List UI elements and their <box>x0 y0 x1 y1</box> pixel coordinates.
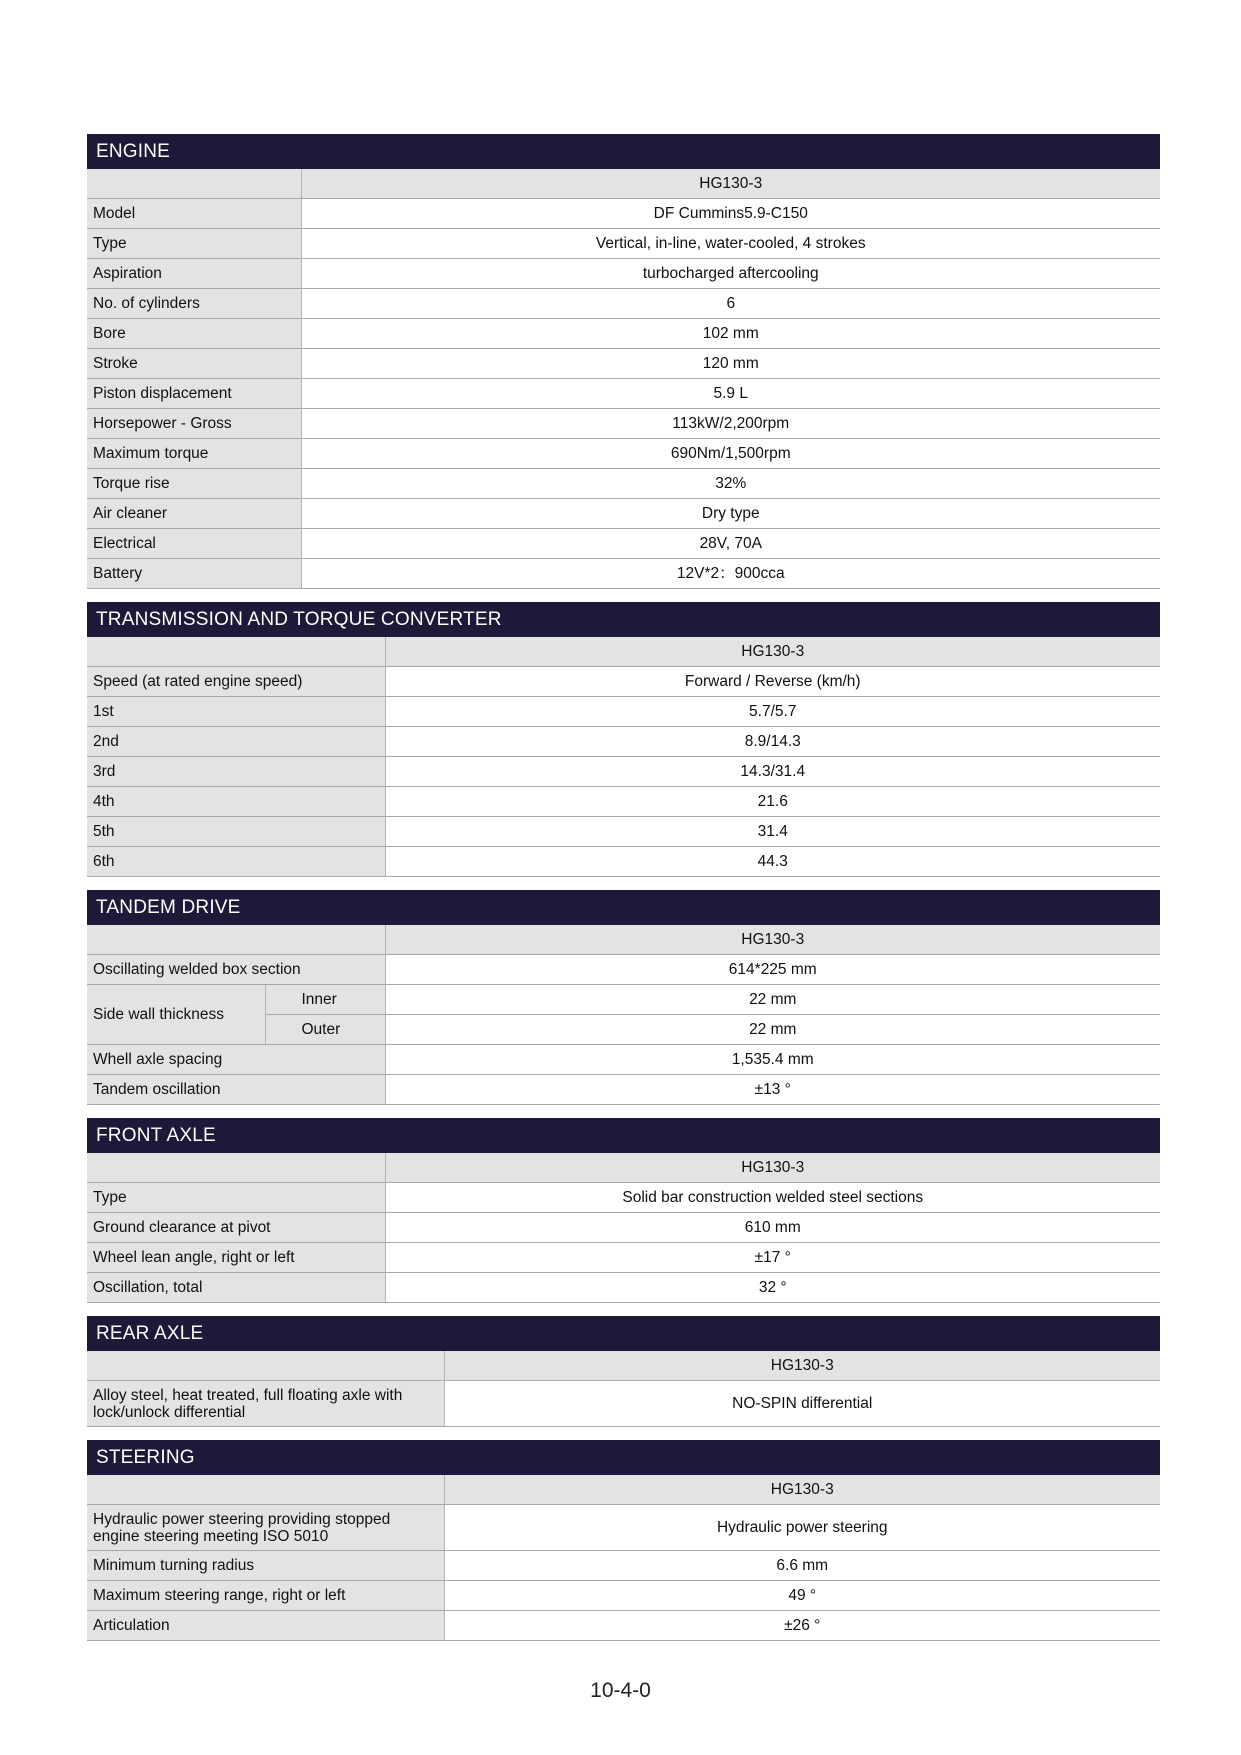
spec-sublabel: Outer <box>265 1015 385 1045</box>
header-blank-cell <box>87 1351 444 1381</box>
spec-row <box>87 289 1160 319</box>
spec-value: turbocharged aftercooling <box>301 259 1160 289</box>
spec-label: Wheel lean angle, right or left <box>87 1243 385 1273</box>
spec-label: Hydraulic power steering providing stopped engine steering meeting ISO 5010 <box>87 1505 444 1551</box>
spec-label: Electrical <box>87 529 301 559</box>
spec-row <box>87 727 1160 757</box>
spec-label: Oscillating welded box section <box>87 955 385 985</box>
model-header-row <box>87 1153 1160 1183</box>
spec-row <box>87 847 1160 877</box>
spec-row <box>87 1581 1160 1611</box>
spec-label: Oscillation, total <box>87 1273 385 1303</box>
spec-label: 5th <box>87 817 385 847</box>
transmission-section <box>87 602 1160 877</box>
spec-label: Speed (at rated engine speed) <box>87 667 385 697</box>
spec-row <box>87 1183 1160 1213</box>
front-axle-section <box>87 1118 1160 1303</box>
rear-axle-section <box>87 1316 1160 1427</box>
spec-label: Type <box>87 229 301 259</box>
spec-label: 1st <box>87 697 385 727</box>
spec-row <box>87 1505 1160 1551</box>
spec-label: Articulation <box>87 1611 444 1641</box>
header-blank-cell <box>87 1153 385 1183</box>
spec-label: Stroke <box>87 349 301 379</box>
model-name: HG130-3 <box>385 637 1160 667</box>
spec-label: 4th <box>87 787 385 817</box>
spec-row <box>87 1611 1160 1641</box>
spec-value: 5.9 L <box>301 379 1160 409</box>
spec-document <box>87 134 1160 1654</box>
spec-label: Torque rise <box>87 469 301 499</box>
model-name: HG130-3 <box>385 925 1160 955</box>
spec-row <box>87 439 1160 469</box>
steering-table <box>87 1475 1160 1641</box>
spec-row <box>87 319 1160 349</box>
spec-value: 6 <box>301 289 1160 319</box>
spec-row <box>87 697 1160 727</box>
spec-row <box>87 229 1160 259</box>
header-blank-cell <box>87 637 385 667</box>
spec-row <box>87 379 1160 409</box>
spec-row <box>87 1551 1160 1581</box>
spec-value: 690Nm/1,500rpm <box>301 439 1160 469</box>
spec-value: 28V, 70A <box>301 529 1160 559</box>
section-title: REAR AXLE <box>87 1316 1160 1351</box>
header-blank-cell <box>87 169 301 199</box>
spec-label: Battery <box>87 559 301 589</box>
spec-row <box>87 1075 1160 1105</box>
spec-value: 32 ° <box>385 1273 1160 1303</box>
spec-row <box>87 1273 1160 1303</box>
engine-section <box>87 134 1160 589</box>
spec-value: 5.7/5.7 <box>385 697 1160 727</box>
transmission-table <box>87 637 1160 877</box>
spec-value: Dry type <box>301 499 1160 529</box>
spec-label: Whell axle spacing <box>87 1045 385 1075</box>
spec-value: 113kW/2,200rpm <box>301 409 1160 439</box>
model-name: HG130-3 <box>444 1475 1160 1505</box>
header-blank-cell <box>87 925 385 955</box>
spec-value: Solid bar construction welded steel sections <box>385 1183 1160 1213</box>
model-header-row <box>87 1475 1160 1505</box>
spec-label: Maximum torque <box>87 439 301 469</box>
spec-label: Minimum turning radius <box>87 1551 444 1581</box>
spec-label: Type <box>87 1183 385 1213</box>
spec-value: 22 mm <box>385 1015 1160 1045</box>
spec-label: Side wall thickness <box>87 985 265 1045</box>
spec-value: 1,535.4 mm <box>385 1045 1160 1075</box>
section-title: TRANSMISSION AND TORQUE CONVERTER <box>87 602 1160 637</box>
spec-row <box>87 1243 1160 1273</box>
model-name: HG130-3 <box>385 1153 1160 1183</box>
spec-row <box>87 955 1160 985</box>
spec-row <box>87 1213 1160 1243</box>
spec-row <box>87 667 1160 697</box>
section-title: STEERING <box>87 1440 1160 1475</box>
spec-row <box>87 1045 1160 1075</box>
spec-value: 8.9/14.3 <box>385 727 1160 757</box>
model-name: HG130-3 <box>301 169 1160 199</box>
spec-value: ±26 ° <box>444 1611 1160 1641</box>
spec-row <box>87 199 1160 229</box>
spec-value: 21.6 <box>385 787 1160 817</box>
spec-label: Alloy steel, heat treated, full floating axle with lock/unlock differential <box>87 1381 444 1427</box>
spec-value: 12V*2：900cca <box>301 559 1160 589</box>
engine-table <box>87 169 1160 589</box>
spec-value: 102 mm <box>301 319 1160 349</box>
spec-row <box>87 349 1160 379</box>
spec-label: 2nd <box>87 727 385 757</box>
spec-value: 614*225 mm <box>385 955 1160 985</box>
spec-value: Forward / Reverse (km/h) <box>385 667 1160 697</box>
spec-label: Model <box>87 199 301 229</box>
front-axle-table <box>87 1153 1160 1303</box>
spec-label: Horsepower - Gross <box>87 409 301 439</box>
spec-row <box>87 1381 1160 1427</box>
spec-value: NO-SPIN differential <box>444 1381 1160 1427</box>
tandem-drive-section <box>87 890 1160 1105</box>
spec-label: Maximum steering range, right or left <box>87 1581 444 1611</box>
spec-row <box>87 757 1160 787</box>
spec-label: Piston displacement <box>87 379 301 409</box>
spec-value: 31.4 <box>385 817 1160 847</box>
spec-value: 32% <box>301 469 1160 499</box>
model-header-row <box>87 1351 1160 1381</box>
spec-value: 6.6 mm <box>444 1551 1160 1581</box>
spec-label: Ground clearance at pivot <box>87 1213 385 1243</box>
section-title: FRONT AXLE <box>87 1118 1160 1153</box>
spec-value: 14.3/31.4 <box>385 757 1160 787</box>
spec-value: DF Cummins5.9-C150 <box>301 199 1160 229</box>
spec-label: Air cleaner <box>87 499 301 529</box>
spec-row <box>87 469 1160 499</box>
section-title: ENGINE <box>87 134 1160 169</box>
spec-value: 120 mm <box>301 349 1160 379</box>
spec-row <box>87 985 1160 1015</box>
rear-axle-table <box>87 1351 1160 1427</box>
spec-value: 22 mm <box>385 985 1160 1015</box>
steering-section <box>87 1440 1160 1641</box>
spec-value: Hydraulic power steering <box>444 1505 1160 1551</box>
spec-row <box>87 817 1160 847</box>
model-header-row <box>87 637 1160 667</box>
spec-sublabel: Inner <box>265 985 385 1015</box>
page-number: 10-4-0 <box>590 1679 651 1702</box>
model-header-row <box>87 925 1160 955</box>
tandem-table <box>87 925 1160 1105</box>
model-header-row <box>87 169 1160 199</box>
spec-value: ±13 ° <box>385 1075 1160 1105</box>
spec-value: 44.3 <box>385 847 1160 877</box>
spec-label: 6th <box>87 847 385 877</box>
model-name: HG130-3 <box>444 1351 1160 1381</box>
spec-label: Bore <box>87 319 301 349</box>
spec-label: Tandem oscillation <box>87 1075 385 1105</box>
spec-value: Vertical, in-line, water-cooled, 4 strokes <box>301 229 1160 259</box>
header-blank-cell <box>87 1475 444 1505</box>
spec-row <box>87 499 1160 529</box>
spec-row <box>87 559 1160 589</box>
spec-row <box>87 259 1160 289</box>
spec-value: 610 mm <box>385 1213 1160 1243</box>
section-title: TANDEM DRIVE <box>87 890 1160 925</box>
spec-row <box>87 409 1160 439</box>
spec-label: No. of cylinders <box>87 289 301 319</box>
spec-row <box>87 529 1160 559</box>
spec-row <box>87 787 1160 817</box>
spec-value: ±17 ° <box>385 1243 1160 1273</box>
spec-value: 49 ° <box>444 1581 1160 1611</box>
spec-label: Aspiration <box>87 259 301 289</box>
spec-label: 3rd <box>87 757 385 787</box>
